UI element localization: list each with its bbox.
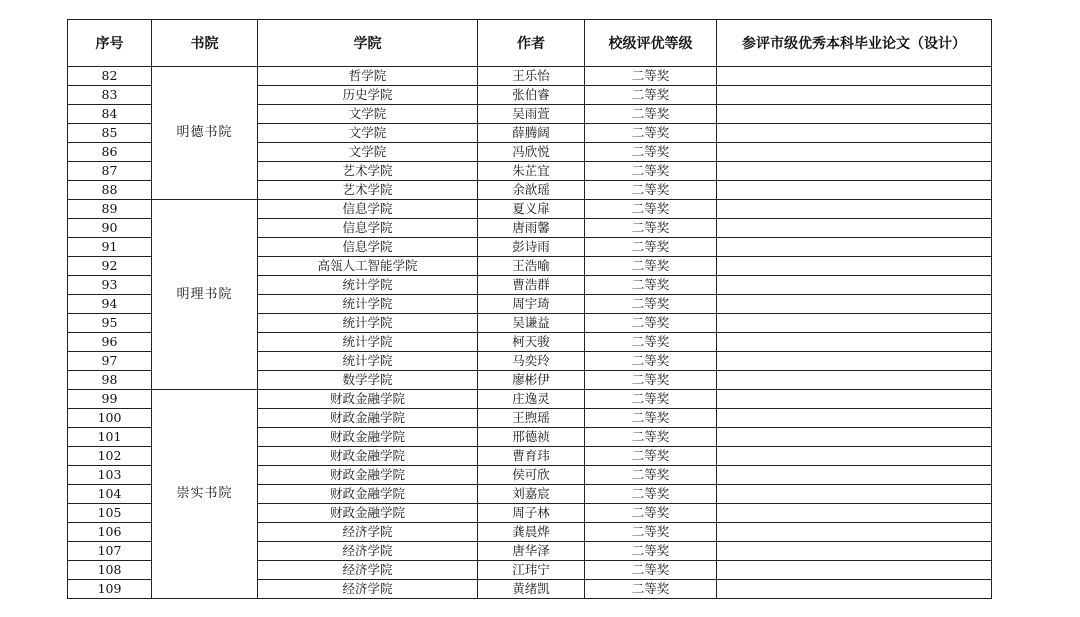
- cell-municipal-thesis: [717, 67, 992, 86]
- cell-municipal-thesis: [717, 447, 992, 466]
- cell-college: 经济学院: [258, 542, 478, 561]
- cell-municipal-thesis: [717, 314, 992, 333]
- cell-award-level: 二等奖: [585, 428, 717, 447]
- cell-college: 信息学院: [258, 200, 478, 219]
- cell-index: 106: [68, 523, 152, 542]
- table-body: [68, 67, 992, 599]
- cell-municipal-thesis: [717, 143, 992, 162]
- cell-municipal-thesis: [717, 485, 992, 504]
- cell-college: 统计学院: [258, 276, 478, 295]
- cell-author: 刘嘉宸: [478, 485, 585, 504]
- cell-index: 94: [68, 295, 152, 314]
- cell-index: 92: [68, 257, 152, 276]
- cell-college: 财政金融学院: [258, 466, 478, 485]
- cell-college: 文学院: [258, 124, 478, 143]
- cell-index: 96: [68, 333, 152, 352]
- cell-award-level: 二等奖: [585, 504, 717, 523]
- cell-author: 唐雨馨: [478, 219, 585, 238]
- cell-index: 90: [68, 219, 152, 238]
- cell-municipal-thesis: [717, 523, 992, 542]
- cell-award-level: 二等奖: [585, 485, 717, 504]
- cell-college: 财政金融学院: [258, 485, 478, 504]
- table-header-row: [68, 20, 992, 67]
- cell-college: 经济学院: [258, 580, 478, 599]
- table-row: [68, 67, 992, 86]
- cell-award-level: 二等奖: [585, 561, 717, 580]
- cell-index: 101: [68, 428, 152, 447]
- cell-index: 86: [68, 143, 152, 162]
- cell-municipal-thesis: [717, 390, 992, 409]
- cell-municipal-thesis: [717, 276, 992, 295]
- cell-municipal-thesis: [717, 409, 992, 428]
- cell-college: 信息学院: [258, 219, 478, 238]
- cell-municipal-thesis: [717, 86, 992, 105]
- cell-index: 84: [68, 105, 152, 124]
- cell-hall: 崇实书院: [152, 390, 258, 599]
- cell-author: 江玮宁: [478, 561, 585, 580]
- cell-award-level: 二等奖: [585, 371, 717, 390]
- cell-author: 廖彬伊: [478, 371, 585, 390]
- cell-municipal-thesis: [717, 295, 992, 314]
- cell-award-level: 二等奖: [585, 257, 717, 276]
- cell-author: 庄逸灵: [478, 390, 585, 409]
- cell-author: 吴谦益: [478, 314, 585, 333]
- header-college: 学院: [258, 20, 478, 67]
- cell-index: 88: [68, 181, 152, 200]
- cell-award-level: 二等奖: [585, 200, 717, 219]
- cell-award-level: 二等奖: [585, 276, 717, 295]
- cell-award-level: 二等奖: [585, 86, 717, 105]
- cell-index: 109: [68, 580, 152, 599]
- cell-college: 财政金融学院: [258, 504, 478, 523]
- cell-index: 82: [68, 67, 152, 86]
- cell-index: 95: [68, 314, 152, 333]
- cell-college: 文学院: [258, 105, 478, 124]
- cell-municipal-thesis: [717, 219, 992, 238]
- cell-municipal-thesis: [717, 352, 992, 371]
- cell-author: 邢德祯: [478, 428, 585, 447]
- cell-author: 薛腾阔: [478, 124, 585, 143]
- cell-award-level: 二等奖: [585, 580, 717, 599]
- cell-index: 98: [68, 371, 152, 390]
- cell-award-level: 二等奖: [585, 352, 717, 371]
- cell-municipal-thesis: [717, 124, 992, 143]
- cell-author: 余歆瑶: [478, 181, 585, 200]
- cell-municipal-thesis: [717, 580, 992, 599]
- cell-municipal-thesis: [717, 181, 992, 200]
- cell-municipal-thesis: [717, 333, 992, 352]
- cell-author: 朱芷宜: [478, 162, 585, 181]
- cell-award-level: 二等奖: [585, 390, 717, 409]
- cell-index: 89: [68, 200, 152, 219]
- cell-award-level: 二等奖: [585, 542, 717, 561]
- cell-municipal-thesis: [717, 428, 992, 447]
- cell-author: 侯可欣: [478, 466, 585, 485]
- cell-municipal-thesis: [717, 257, 992, 276]
- cell-award-level: 二等奖: [585, 295, 717, 314]
- award-table-container: [67, 19, 991, 599]
- cell-college: 高瓴人工智能学院: [258, 257, 478, 276]
- cell-author: 王乐怡: [478, 67, 585, 86]
- cell-college: 财政金融学院: [258, 390, 478, 409]
- cell-college: 财政金融学院: [258, 428, 478, 447]
- cell-author: 马奕玲: [478, 352, 585, 371]
- cell-author: 王煦瑶: [478, 409, 585, 428]
- cell-college: 财政金融学院: [258, 409, 478, 428]
- cell-award-level: 二等奖: [585, 238, 717, 257]
- cell-municipal-thesis: [717, 238, 992, 257]
- cell-municipal-thesis: [717, 371, 992, 390]
- cell-author: 张伯睿: [478, 86, 585, 105]
- cell-municipal-thesis: [717, 561, 992, 580]
- cell-college: 艺术学院: [258, 181, 478, 200]
- cell-college: 统计学院: [258, 333, 478, 352]
- cell-award-level: 二等奖: [585, 466, 717, 485]
- cell-college: 哲学院: [258, 67, 478, 86]
- table-row: [68, 390, 992, 409]
- cell-index: 85: [68, 124, 152, 143]
- cell-index: 100: [68, 409, 152, 428]
- header-author: 作者: [478, 20, 585, 67]
- cell-award-level: 二等奖: [585, 143, 717, 162]
- cell-college: 财政金融学院: [258, 447, 478, 466]
- cell-college: 艺术学院: [258, 162, 478, 181]
- header-award-level: 校级评优等级: [585, 20, 717, 67]
- cell-award-level: 二等奖: [585, 124, 717, 143]
- cell-award-level: 二等奖: [585, 67, 717, 86]
- table-row: [68, 200, 992, 219]
- cell-author: 唐华泽: [478, 542, 585, 561]
- cell-index: 91: [68, 238, 152, 257]
- cell-hall: 明德书院: [152, 67, 258, 200]
- cell-author: 周宇琦: [478, 295, 585, 314]
- cell-college: 统计学院: [258, 314, 478, 333]
- cell-hall: 明理书院: [152, 200, 258, 390]
- cell-author: 王浩喻: [478, 257, 585, 276]
- cell-author: 周子林: [478, 504, 585, 523]
- cell-index: 107: [68, 542, 152, 561]
- cell-index: 102: [68, 447, 152, 466]
- cell-college: 统计学院: [258, 295, 478, 314]
- cell-award-level: 二等奖: [585, 447, 717, 466]
- cell-award-level: 二等奖: [585, 181, 717, 200]
- cell-author: 彭诗雨: [478, 238, 585, 257]
- cell-award-level: 二等奖: [585, 333, 717, 352]
- award-table: [67, 19, 992, 599]
- cell-award-level: 二等奖: [585, 523, 717, 542]
- cell-college: 历史学院: [258, 86, 478, 105]
- cell-college: 数学学院: [258, 371, 478, 390]
- cell-author: 柯天骏: [478, 333, 585, 352]
- cell-author: 曹浩群: [478, 276, 585, 295]
- cell-municipal-thesis: [717, 504, 992, 523]
- cell-index: 108: [68, 561, 152, 580]
- cell-index: 97: [68, 352, 152, 371]
- cell-index: 93: [68, 276, 152, 295]
- cell-college: 文学院: [258, 143, 478, 162]
- cell-author: 夏义扉: [478, 200, 585, 219]
- cell-award-level: 二等奖: [585, 219, 717, 238]
- cell-municipal-thesis: [717, 162, 992, 181]
- cell-index: 99: [68, 390, 152, 409]
- header-municipal-thesis: 参评市级优秀本科毕业论文（设计）: [717, 20, 992, 67]
- cell-author: 龚晨烨: [478, 523, 585, 542]
- cell-index: 103: [68, 466, 152, 485]
- cell-author: 冯欣悦: [478, 143, 585, 162]
- cell-author: 曹育玮: [478, 447, 585, 466]
- cell-college: 信息学院: [258, 238, 478, 257]
- cell-index: 105: [68, 504, 152, 523]
- cell-municipal-thesis: [717, 466, 992, 485]
- cell-award-level: 二等奖: [585, 314, 717, 333]
- cell-college: 经济学院: [258, 561, 478, 580]
- cell-author: 黄绪凯: [478, 580, 585, 599]
- cell-college: 统计学院: [258, 352, 478, 371]
- cell-award-level: 二等奖: [585, 409, 717, 428]
- cell-college: 经济学院: [258, 523, 478, 542]
- cell-index: 83: [68, 86, 152, 105]
- cell-municipal-thesis: [717, 105, 992, 124]
- cell-award-level: 二等奖: [585, 105, 717, 124]
- cell-index: 104: [68, 485, 152, 504]
- header-hall: 书院: [152, 20, 258, 67]
- cell-index: 87: [68, 162, 152, 181]
- cell-municipal-thesis: [717, 200, 992, 219]
- cell-award-level: 二等奖: [585, 162, 717, 181]
- cell-municipal-thesis: [717, 542, 992, 561]
- header-index: 序号: [68, 20, 152, 67]
- cell-author: 吴雨萱: [478, 105, 585, 124]
